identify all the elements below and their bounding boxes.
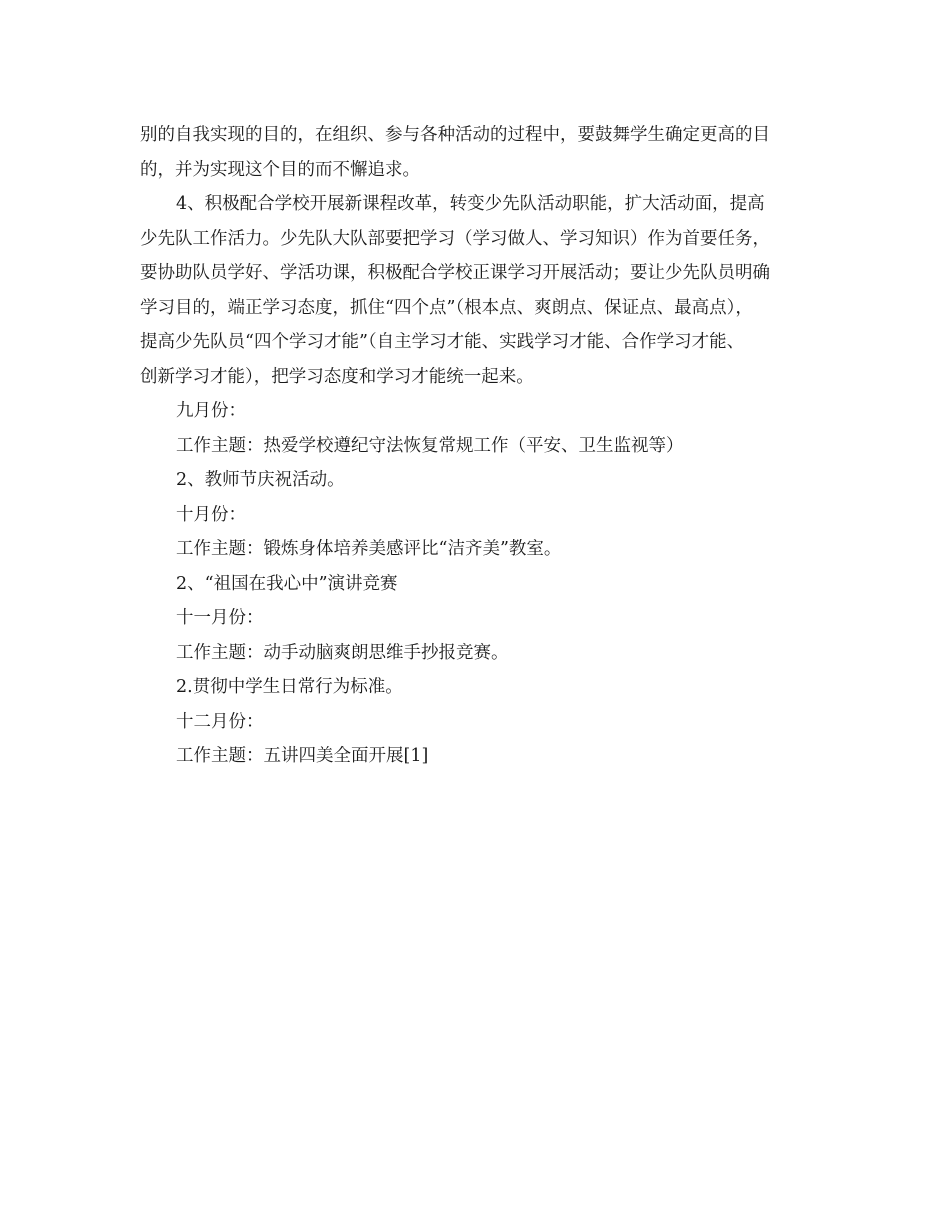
month-item: 工作主题：热爱学校遵纪守法恢复常规工作（平安、卫生监视等） [176, 435, 684, 456]
intro-paragraph [140, 118, 830, 187]
month-item: 工作主题：动手动脑爽朗思维手抄报竞赛。 [176, 642, 509, 663]
text-line: 学习目的，端正学习态度，抓住“四个点”（根本点、爽朗点、保证点、最高点）， [140, 297, 753, 318]
month-september [140, 394, 830, 498]
month-heading: 十二月份： [176, 711, 264, 732]
month-october [140, 498, 830, 602]
month-item: 2、教师节庆祝活动。 [176, 470, 345, 490]
point-4-paragraph [140, 187, 830, 394]
text-line: 别的自我实现的目的，在组织、参与各种活动的过程中，要鼓舞学生确定更高的目 [140, 125, 770, 145]
text-line: 4、积极配合学校开展新课程改革，转变少先队活动职能，扩大活动面，提高 [176, 194, 765, 214]
text-line: 的，并为实现这个目的而不懈追求。 [140, 159, 420, 180]
month-heading: 十一月份： [176, 608, 264, 628]
month-item: 工作主题：五讲四美全面开展[1] [176, 746, 429, 766]
month-heading: 九月份： [176, 401, 246, 421]
text-line: 创新学习才能），把学习态度和学习才能统一起来。 [140, 366, 534, 387]
text-line: 要协助队员学好、学活功课，积极配合学校正课学习开展活动；要让少先队员明确 [140, 263, 770, 283]
month-item: 2、“祖国在我心中”演讲竞赛 [176, 573, 398, 594]
month-item: 工作主题：锻炼身体培养美感评比“洁齐美”教室。 [176, 539, 562, 559]
month-december [140, 705, 830, 774]
month-item: 2.贯彻中学生日常行为标准。 [176, 677, 403, 697]
text-line: 少先队工作活力。少先队大队部要把学习（学习做人、学习知识）作为首要任务， [140, 228, 770, 249]
month-heading: 十月份： [176, 504, 246, 525]
document-body [140, 118, 830, 774]
month-november [140, 601, 830, 705]
text-line: 提高少先队员“四个学习才能”（自主学习才能、实践学习才能、合作学习才能、 [140, 332, 745, 352]
